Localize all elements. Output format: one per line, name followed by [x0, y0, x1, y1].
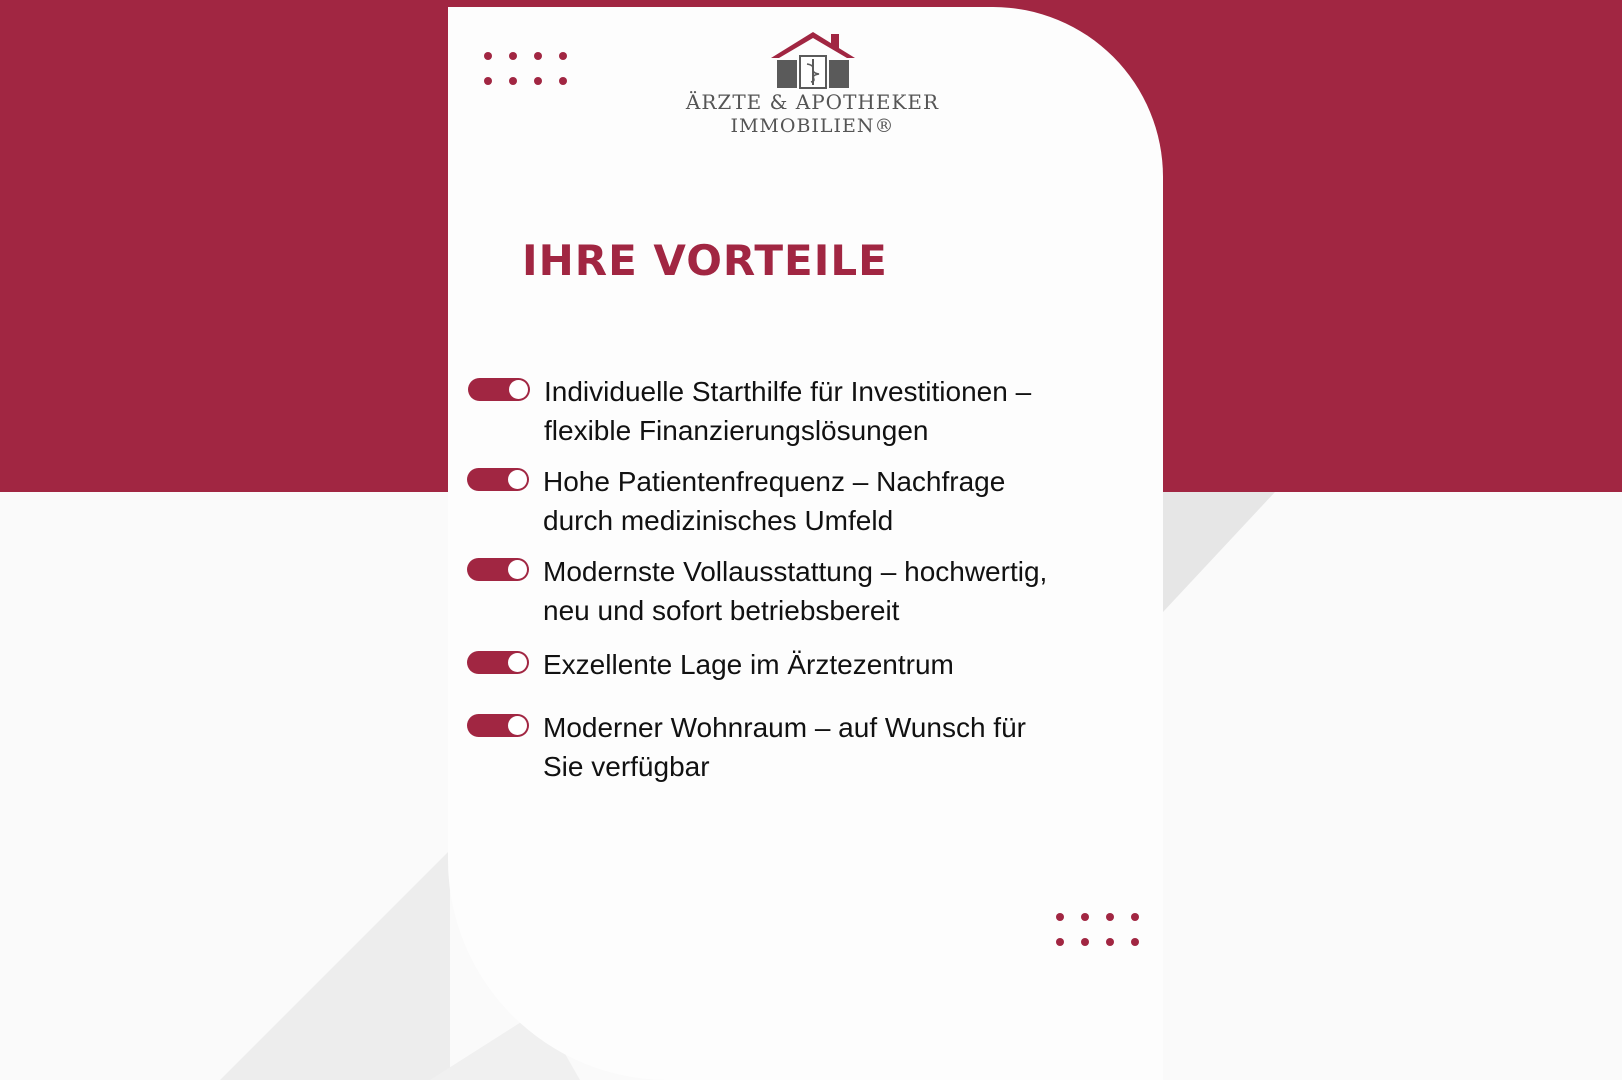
benefit-item [468, 372, 1031, 450]
logo [640, 28, 985, 138]
benefit-item [467, 552, 1047, 630]
logo-text-line2: IMMOBILIEN® [730, 115, 895, 137]
toggle-on-icon [467, 651, 529, 674]
toggle-on-icon [467, 558, 529, 581]
benefit-line: flexible Finanzierungslösungen [544, 415, 929, 446]
benefit-line: neu und sofort betriebsbereit [543, 595, 900, 626]
page-title: IHRE VORTEILE [522, 236, 888, 285]
benefit-line: Modernste Vollausstattung – hochwertig, [543, 556, 1048, 587]
toggle-on-icon [468, 378, 530, 401]
benefit-item [467, 645, 954, 684]
benefit-line: durch medizinisches Umfeld [543, 505, 894, 536]
decorative-dots-bottom-right [1056, 913, 1139, 946]
benefit-line: Moderner Wohnraum – auf Wunsch für [543, 712, 1026, 743]
toggle-on-icon [467, 714, 529, 737]
house-caduceus-icon [767, 28, 859, 90]
logo-text-line1: ÄRZTE & APOTHEKER [685, 90, 940, 114]
benefit-line: Exzellente Lage im Ärztezentrum [543, 649, 954, 680]
benefit-line: Individuelle Starthilfe für Investitionen – [544, 376, 1032, 407]
benefit-item [467, 462, 1005, 540]
benefit-item [467, 708, 1026, 786]
decorative-dots-top-left [484, 52, 567, 85]
toggle-on-icon [467, 468, 529, 491]
benefit-line: Sie verfügbar [543, 751, 710, 782]
benefit-line: Hohe Patientenfrequenz – Nachfrage [543, 466, 1006, 497]
